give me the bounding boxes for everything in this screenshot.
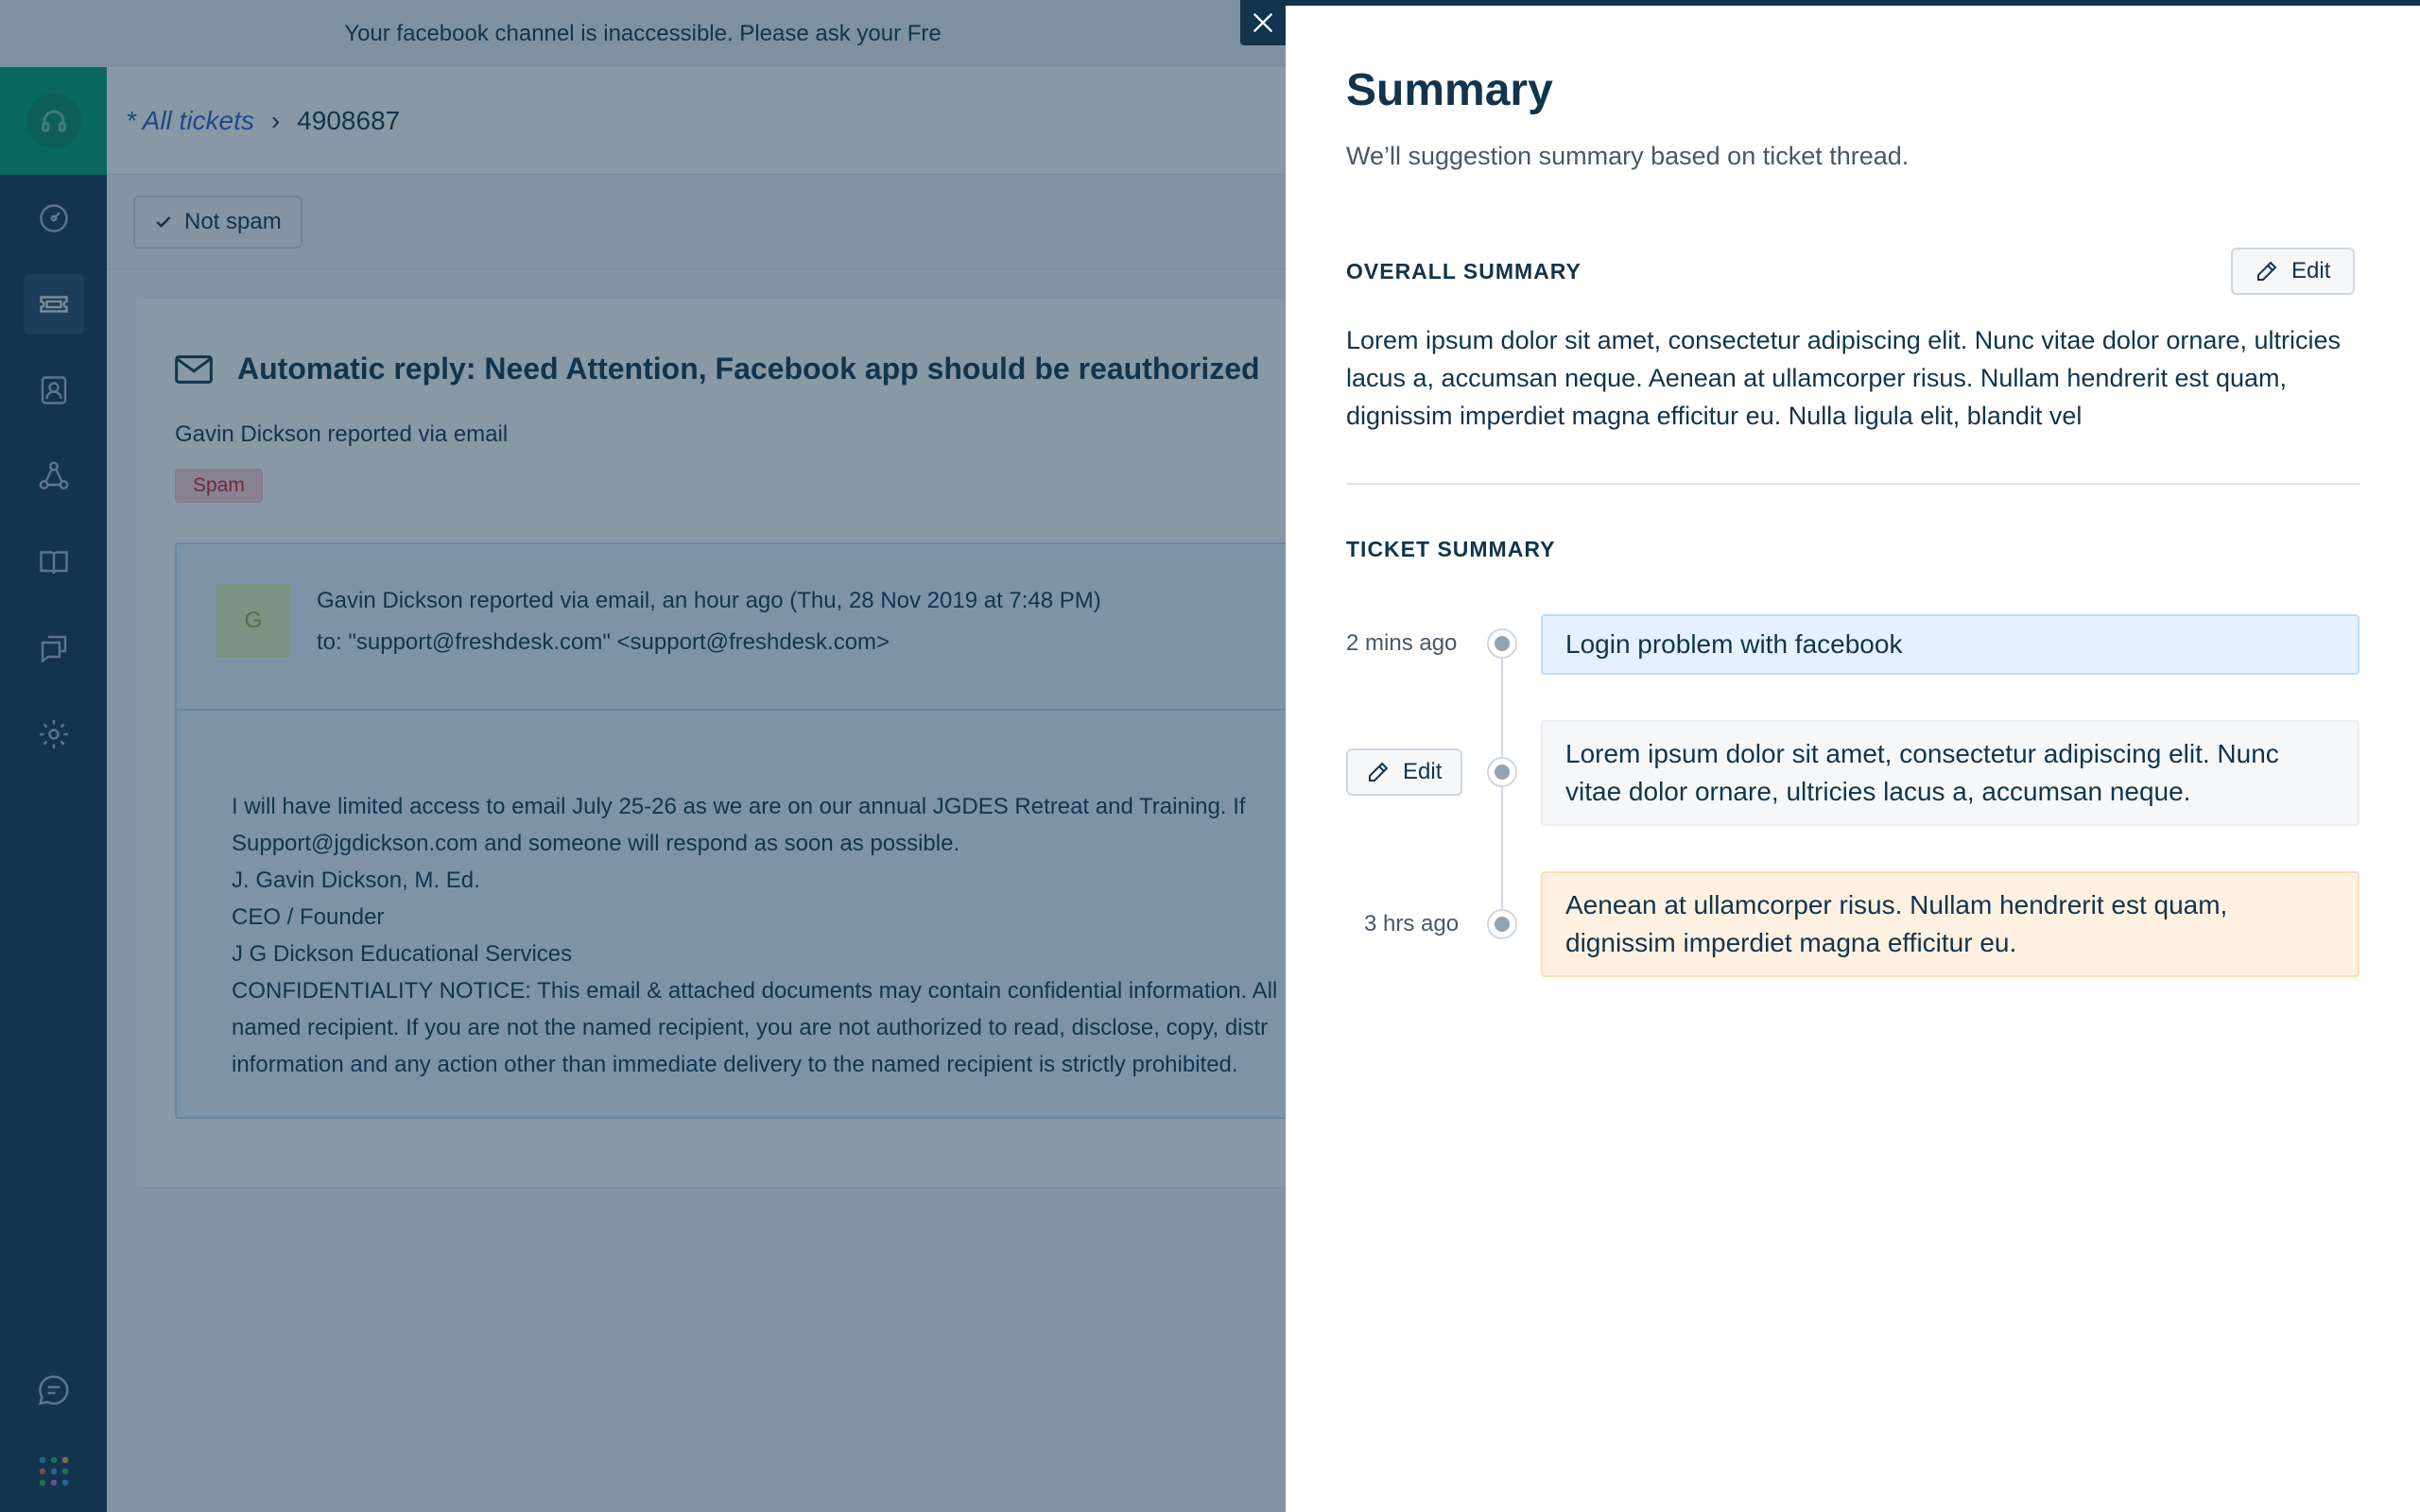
overall-summary-text: Lorem ipsum dolor sit amet, consectetur adipiscing elit. Nunc vitae dolor ornare, ultricies lacus a, accumsan neque. Aenean at ullamcorper risus. Nullam hendrerit est quam, dignissim imperdiet magna efficitur eu. Nulla ligula elit, blandit vel — [1346, 326, 2341, 430]
timeline-dot — [1487, 909, 1517, 939]
close-panel-button[interactable] — [1240, 0, 1286, 45]
ticket-summary-text: Login problem with facebook — [1565, 629, 1903, 659]
ticket-summary-item — [1541, 720, 2360, 826]
timeline-time: 2 mins ago — [1346, 630, 1458, 656]
timeline-time: 3 hrs ago — [1364, 911, 1460, 936]
timeline-dot — [1487, 628, 1517, 659]
edit-overall-summary-button[interactable] — [2231, 248, 2355, 295]
pencil-icon — [1367, 761, 1390, 783]
edit-label: Edit — [1403, 759, 1443, 784]
ticket-summary-item — [1541, 614, 2360, 675]
pencil-icon — [2256, 260, 2278, 283]
edit-label: Edit — [2291, 258, 2331, 284]
timeline-dot — [1487, 757, 1517, 787]
ticket-summary-heading: TICKET SUMMARY — [1346, 537, 1556, 561]
ticket-summary-text: Lorem ipsum dolor sit amet, consectetur adipiscing elit. Nunc vitae dolor ornare, ultricies lacus a, accumsan neque. — [1565, 739, 2279, 806]
ticket-summary-item — [1541, 871, 2360, 977]
ticket-summary-text: Aenean at ullamcorper risus. Nullam hendrerit est quam, dignissim imperdiet magna efficitur eu. — [1565, 890, 2228, 957]
section-divider — [1346, 483, 2360, 485]
close-icon — [1250, 9, 1276, 36]
overall-summary-heading: OVERALL SUMMARY — [1346, 259, 1582, 284]
edit-ticket-summary-button[interactable] — [1346, 748, 1462, 796]
summary-subtitle: We’ll suggestion summary based on ticket thread. — [1346, 142, 1910, 170]
page-title: Summary — [1346, 65, 1553, 115]
